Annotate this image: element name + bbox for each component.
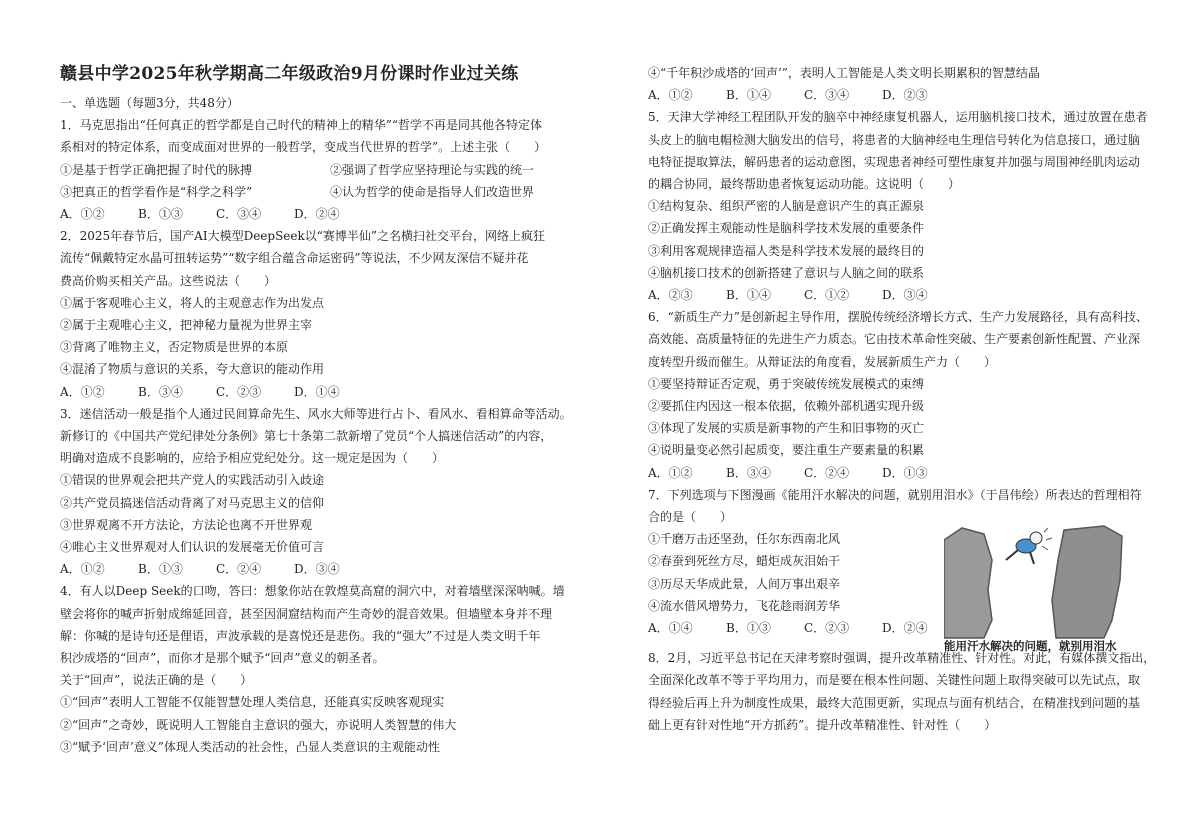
option-c: C．②④ [216, 562, 262, 577]
answer-options [60, 381, 600, 403]
statement: ④脑机接口技术的创新搭建了意识与人脑之间的联系 [648, 265, 925, 280]
option-d: D．①④ [294, 384, 340, 399]
statement-row [60, 181, 600, 203]
option-d: D．①③ [882, 465, 928, 480]
question-5 [648, 106, 1188, 306]
statement: ③把真正的哲学看作是“科学之科学” [60, 184, 253, 199]
option-d: D．②④ [882, 621, 928, 636]
question-text: 关于“回声”，说法正确的是（ ） [60, 673, 253, 688]
left-column [60, 62, 600, 758]
question-text: 1．马克思指出“任何真正的哲学都是自己时代的精神上的精华”“哲学不再是同其他各特定体 [60, 118, 543, 133]
statement: ②“回声”之奇妙，既说明人工智能自主意识的强大，亦说明人类智慧的伟大 [60, 717, 457, 732]
statement: ①属于客观唯心主义，将人的主观意志作为出发点 [60, 295, 325, 310]
option-d: D．③④ [882, 288, 928, 303]
option-b: B．①④ [726, 88, 771, 103]
option-b: B．①③ [726, 621, 771, 636]
option-b: B．①④ [726, 288, 771, 303]
option-a: A．①② [60, 384, 105, 399]
option-c: C．②④ [804, 465, 850, 480]
question-text: 解：你喊的是诗句还是俚语，声波承载的是喜悦还是悲伤。我的“强大”不过是人类文明千年 [60, 628, 541, 643]
page-title: 赣县中学2025年秋学期高二年级政治9月份课时作业过关练 [60, 64, 519, 84]
statement: ④“千年积沙成塔的‘回声’”，表明人工智能是人类文明长期累积的智慧结晶 [648, 66, 1040, 80]
answer-options [60, 558, 600, 580]
statement: ③“赋予‘回声’意义”体现人类活动的社会性，凸显人类意识的主观能动性 [60, 739, 440, 754]
option-b: B．①③ [138, 562, 183, 577]
statement: ②属于主观唯心主义，把神秘力量视为世界主宰 [60, 318, 313, 333]
question-text: 积沙成塔的“回声”，而你才是那个赋予“回声”意义的朝圣者。 [60, 651, 385, 666]
answer-options [648, 84, 1188, 106]
question-text: 3．迷信活动一般是指个人通过民间算命先生、风水大师等进行占卜、看风水、看相算命等活动。 [60, 406, 572, 421]
statement: ①要坚持辩证否定观，勇于突破传统发展模式的束缚 [648, 376, 925, 391]
statement: ④流水借风增势力，飞花趁雨润芳华 [648, 598, 841, 613]
option-b: B．①③ [138, 207, 183, 222]
question-text: 8．2月，习近平总书记在天津考察时强调，提升改革精准性、针对性。对此，有媒体撰文指出， [648, 651, 1156, 666]
answer-options [648, 462, 1188, 484]
statement: ④唯心主义世界观对人们认识的发展毫无价值可言 [60, 540, 325, 555]
option-a: A．①② [648, 88, 693, 103]
option-c: C．③④ [216, 207, 262, 222]
question-text: 头皮上的脑电帽检测大脑发出的信号，将患者的大脑神经电生理信号转化为信息接口，通过脑 [648, 132, 1141, 147]
question-text: 系相对的特定体系，而变成面对世界的一般哲学，变成当代世界的哲学”。上述主张（ ） [60, 140, 547, 155]
question-6 [648, 306, 1188, 484]
option-a: A．①② [648, 465, 693, 480]
question-text: 度转型升级而催生。从辩证法的角度看，发展新质生产力（ ） [648, 354, 997, 369]
statement: ①是基于哲学正确把握了时代的脉搏 [60, 162, 253, 177]
statement: ②正确发挥主观能动性是脑科学技术发展的重要条件 [648, 221, 925, 236]
statement: ①结构复杂、组织严密的人脑是意识产生的真正源泉 [648, 199, 925, 214]
option-a: A．①④ [648, 621, 693, 636]
question-text: 6．“新质生产力”是创新起主导作用，摆脱传统经济增长方式、生产力发展路径，具有高科技、 [648, 310, 1148, 325]
statement: ①错误的世界观会把共产党人的实践活动引入歧途 [60, 473, 325, 488]
statement: ③世界观离不开方法论，方法论也离不开世界观 [60, 517, 313, 532]
statement: ②共产党员搞迷信活动背离了对马克思主义的信仰 [60, 495, 325, 510]
question-text: 的耦合协同，最终帮助患者恢复运动功能。这说明（ ） [648, 177, 961, 192]
cartoon-caption: 能用汗水解决的问题，就别用泪水 [944, 639, 1117, 653]
statement: ④认为哲学的使命是指导人们改造世界 [330, 184, 535, 199]
question-text: 壁会将你的喊声折射成绵延回音，甚至因洞窟结构而产生奇妙的混音效果。但墙壁本身并不理 [60, 606, 553, 621]
statement: ④混淆了物质与意识的关系，夸大意识的能动作用 [60, 362, 325, 377]
question-text: 2．2025年春节后，国产AI大模型DeepSeek以“赛博半仙”之名横扫社交平台，网络上疯狂 [60, 229, 546, 244]
option-d: D．③④ [294, 562, 340, 577]
statement: ①“回声”表明人工智能不仅能智慧处理人类信息，还能真实反映客观现实 [60, 695, 445, 710]
question-3 [60, 403, 600, 581]
statement: ①千磨万击还坚劲，任尔东西南北风 [648, 532, 841, 547]
option-a: A．①② [60, 207, 105, 222]
question-8 [648, 647, 1188, 736]
question-text: 明确对造成不良影响的，应给予相应党纪处分。这一规定是因为（ ） [60, 451, 445, 466]
question-text: 合的是（ ） [648, 510, 733, 525]
option-c: C．③④ [804, 88, 850, 103]
question-text: 7．下列选项与下图漫画《能用汗水解决的问题，就别用泪水》（于昌伟绘）所表达的哲理相符 [648, 487, 1142, 502]
option-a: A．②③ [648, 288, 693, 303]
question-text: 5．天津大学神经工程团队开发的脑卒中神经康复机器人，运用脑机接口技术，通过放置在患者 [648, 110, 1148, 125]
statement: ③历尽天华成此景，人间万事出艰辛 [648, 576, 841, 591]
option-c: C．②③ [216, 384, 262, 399]
question-text: 础上更有针对性地“开方抓药”。提升改革精准性、针对性（ ） [648, 717, 997, 732]
option-b: B．③④ [726, 465, 771, 480]
statement: ②春蚕到死丝方尽，蜡炬成灰泪始干 [648, 554, 841, 569]
statement: ②强调了哲学应坚持理论与实践的统一 [330, 162, 535, 177]
question-text: 电特征提取算法，解码患者的运动意图，实现患者神经可塑性康复并加强与周围神经肌肉运动 [648, 154, 1141, 169]
statement: ②要抓住内因这一根本依据，依赖外部机遇实现升级 [648, 399, 925, 414]
option-c: C．②③ [804, 621, 850, 636]
question-text: 4．有人以Deep Seek的口吻，答曰：想象你站在敦煌莫高窟的洞穴中，对着墙壁深深呐喊。墙 [60, 584, 565, 599]
option-b: B．③④ [138, 384, 183, 399]
question-text: 高效能、高质量特征的先进生产力质态。它由技术革命性突破、生产要素创新性配置、产业深 [648, 332, 1141, 347]
question-text: 得经验后再上升为制度性成果，最终大范围更新，实现点与面有机结合，在精准找到问题的基 [648, 695, 1141, 710]
statement-row [60, 159, 600, 181]
option-d: D．②③ [882, 88, 928, 103]
question-4 [60, 580, 600, 758]
statement: ④说明量变必然引起质变，要注重生产要素量的积累 [648, 443, 925, 458]
question-text: 流传“佩戴特定水晶可扭转运势”“数字组合蕴含命运密码”等说法，不少网友深信不疑并花 [60, 251, 529, 266]
answer-options [648, 284, 1188, 306]
option-c: C．①② [804, 288, 850, 303]
question-text: 全面深化改革不等于平均用力，而是要在根本性问题、关键性问题上取得突破可以先试点，取 [648, 673, 1141, 688]
section-heading: 一、单选题（每题3分，共48分） [60, 96, 239, 110]
question-text: 费高价购买相关产品。这些说法（ ） [60, 273, 277, 288]
option-a: A．①② [60, 562, 105, 577]
question-2 [60, 225, 600, 403]
statement: ③体现了发展的实质是新事物的产生和旧事物的灭亡 [648, 421, 925, 436]
option-d: D．②④ [294, 207, 340, 222]
statement: ③利用客观规律造福人类是科学技术发展的最终目的 [648, 243, 925, 258]
question-1 [60, 114, 600, 225]
statement: ③背离了唯物主义，否定物质是世界的本原 [60, 340, 289, 355]
answer-options [60, 203, 600, 225]
question-text: 新修订的《中国共产党纪律处分条例》第七十条第二款新增了党员“个人搞迷信活动”的内容， [60, 429, 553, 444]
